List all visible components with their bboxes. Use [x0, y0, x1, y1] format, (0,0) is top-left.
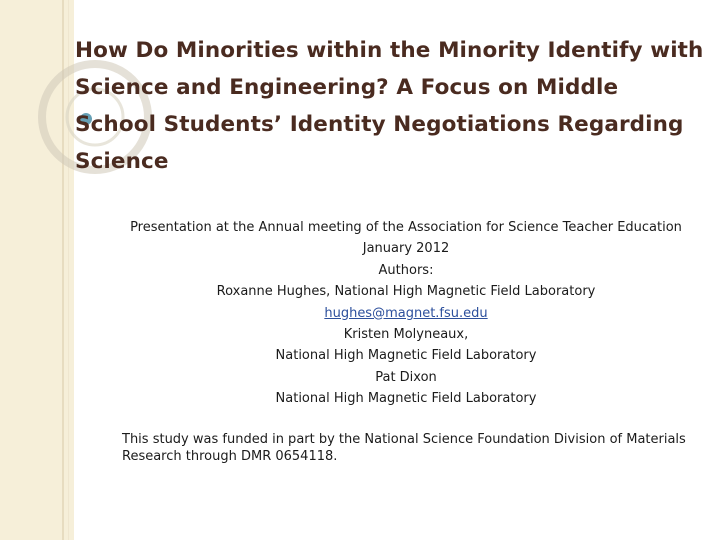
presentation-info	[120, 217, 692, 410]
venue-line: Presentation at the Annual meeting of the Association for Science Teacher Education	[130, 220, 682, 235]
author-2: Kristen Molyneaux,	[343, 327, 469, 343]
author-1-email-link[interactable]: hughes@magnet.fsu.edu	[324, 305, 488, 321]
date-line: January 2012	[362, 241, 450, 257]
slide-title: How Do Minorities within the Minority Identify with Science and Engineering? A Focus on Middle School Students’ Identity Negotiations Regarding Science	[75, 38, 704, 174]
author-2-affiliation: National High Magnetic Field Laboratory	[275, 348, 537, 364]
author-3-affiliation: National High Magnetic Field Laboratory	[275, 391, 537, 407]
funding-note: This study was funded in part by the National Science Foundation Division of Materials Research through DMR 0654118.	[122, 432, 686, 464]
author-1: Roxanne Hughes, National High Magnetic Field Laboratory	[216, 284, 596, 300]
author-3: Pat Dixon	[375, 369, 437, 385]
authors-heading: Authors:	[378, 262, 434, 278]
